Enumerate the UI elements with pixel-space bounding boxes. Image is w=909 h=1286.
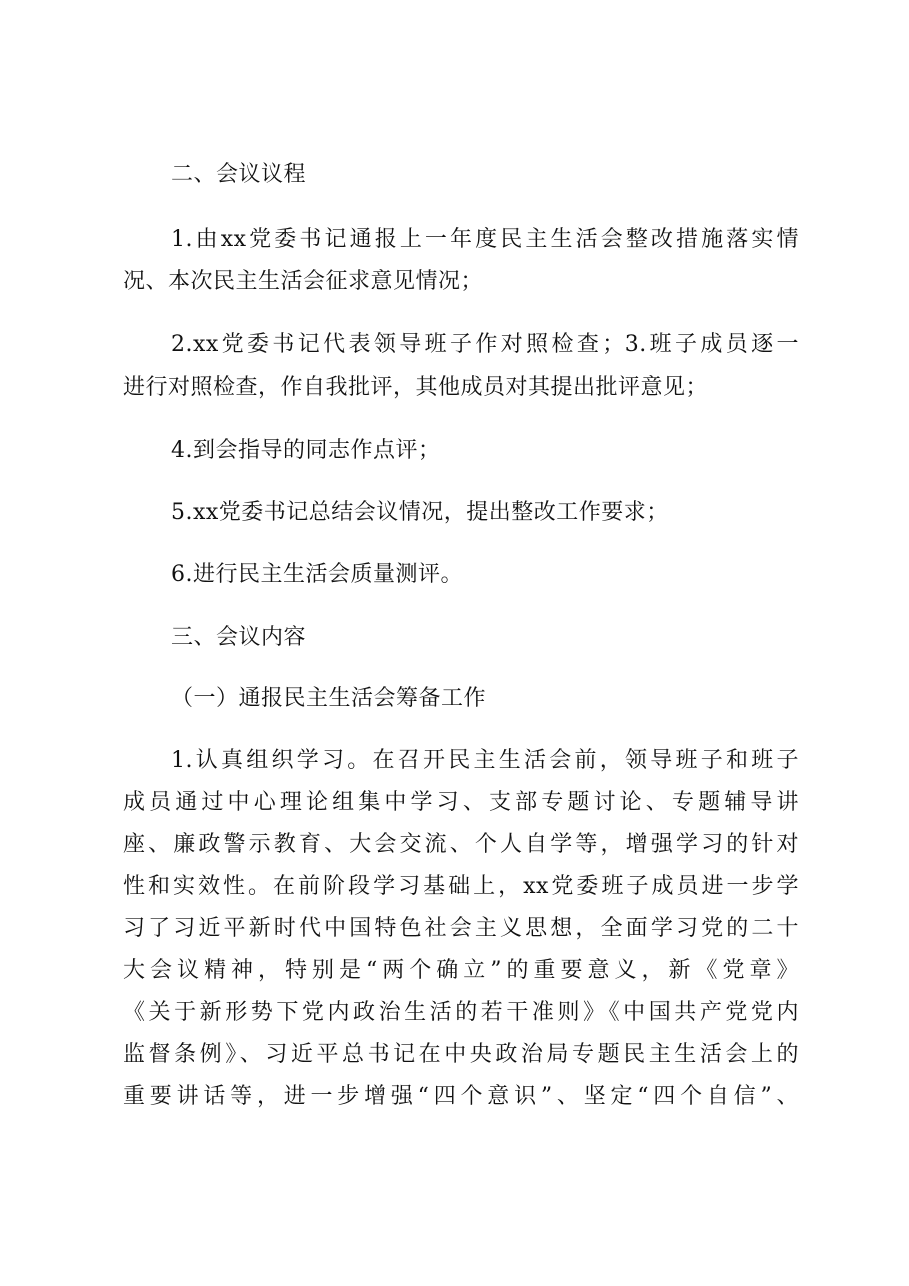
- agenda-item-1-line-2: 况、本次民主生活会征求意见情况；: [123, 269, 484, 294]
- section-heading-content: 三、会议内容: [171, 625, 307, 650]
- agenda-item-4: 4.到会指导的同志作点评；: [171, 438, 441, 463]
- subsection-heading-preparation: （一）通报民主生活会筹备工作: [171, 686, 487, 711]
- paragraph-line-4: 性和实效性。在前阶段学习基础上，xx党委班子成员进一步学: [123, 874, 799, 899]
- section-heading-agenda: 二、会议议程: [171, 162, 307, 187]
- paragraph-line-5: 习了习近平新时代中国特色社会主义思想，全面学习党的二十: [123, 916, 799, 941]
- agenda-item-5: 5.xx党委书记总结会议情况，提出整改工作要求；: [171, 500, 669, 525]
- paragraph-line-3: 座、廉政警示教育、大会交流、个人自学等，增强学习的针对: [123, 832, 799, 857]
- agenda-item-2-line-2: 进行对照检查，作自我批评，其他成员对其提出批评意见；: [123, 375, 709, 400]
- agenda-item-6: 6.进行民主生活会质量测评。: [171, 562, 463, 587]
- paragraph-line-8: 监督条例》、习近平总书记在中央政治局专题民主生活会上的: [123, 1042, 799, 1067]
- paragraph-line-2: 成员通过中心理论组集中学习、支部专题讨论、专题辅导讲: [123, 790, 799, 815]
- paragraph-line-7: 《关于新形势下党内政治生活的若干准则》《中国共产党党内: [123, 1000, 799, 1025]
- paragraph-line-9: 重要讲话等，进一步增强“四个意识”、坚定“四个自信”、: [123, 1084, 799, 1109]
- paragraph-line-6: 大会议精神，特别是“两个确立”的重要意义，新《党章》: [123, 958, 799, 983]
- agenda-item-1-line-1: 1.由xx党委书记通报上一年度民主生活会整改措施落实情: [171, 227, 799, 252]
- agenda-item-2-line-1: 2.xx党委书记代表领导班子作对照检查；3.班子成员逐一: [171, 332, 799, 357]
- paragraph-line-1: 1.认真组织学习。在召开民主生活会前，领导班子和班子: [171, 748, 799, 773]
